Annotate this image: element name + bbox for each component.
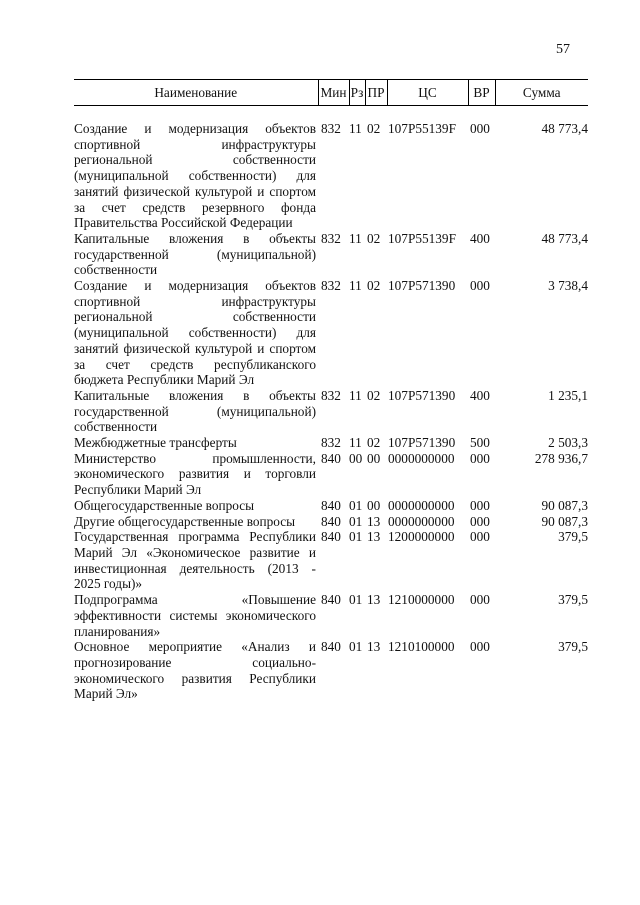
row-sum: 379,5 [558, 529, 588, 545]
row-vr: 000 [470, 278, 490, 294]
row-cs: 107P571390 [388, 387, 456, 403]
row-sum: 2 503,3 [548, 435, 588, 451]
row-vr: 000 [470, 121, 490, 136]
row-min: 840 [321, 450, 341, 466]
row-name: Общегосударственные вопросы [74, 497, 255, 513]
row-cs: 0000000000 [388, 450, 455, 466]
row-name: Создание и модернизация объектов спортивной инфраструктуры региональной собственности (муниципальной собственности) для занятий физической культурой и спортом за счет средств резервного фонда Правительства Российской Федерации [74, 121, 316, 231]
row-vr: 000 [470, 513, 490, 529]
row-rz: 11 [349, 387, 362, 403]
header-name: Наименование [74, 80, 318, 106]
row-name: Другие общегосударственные вопросы [74, 513, 296, 529]
header-pr: ПР [365, 80, 387, 106]
spacer-row [74, 106, 588, 122]
row-cs: 107P571390 [388, 435, 456, 451]
row-min: 832 [321, 435, 341, 451]
row-pr: 13 [367, 529, 381, 545]
row-min: 832 [321, 387, 341, 403]
row-vr: 000 [470, 497, 490, 513]
row-min: 840 [321, 592, 341, 608]
row-rz: 11 [349, 278, 362, 294]
budget-table [74, 79, 588, 702]
row-cs: 0000000000 [388, 497, 455, 513]
table-header [74, 80, 588, 106]
page-number: 57 [556, 42, 570, 57]
header-rz: Рз [349, 80, 365, 106]
header-sum: Сумма [495, 80, 588, 106]
row-name: Государственная программа Республики Марий Эл «Экономическое развитие и инвестиционная деятельность (2013 - 2025 годы)» [74, 529, 316, 592]
header-cs: ЦС [387, 80, 468, 106]
row-vr: 000 [470, 639, 490, 655]
row-sum: 90 087,3 [541, 497, 588, 513]
row-vr: 400 [470, 230, 490, 246]
row-name: Основное мероприятие «Анализ и прогнозирование социально-экономического развития Республики Марий Эл» [74, 639, 316, 702]
row-rz: 01 [349, 592, 363, 608]
row-min: 840 [321, 529, 341, 545]
row-pr: 00 [367, 450, 381, 466]
row-name: Подпрограмма «Повышение эффективности системы экономического планирования» [74, 592, 316, 639]
row-vr: 000 [470, 592, 490, 608]
row-sum: 379,5 [558, 639, 588, 655]
row-min: 840 [321, 497, 341, 513]
row-sum: 48 773,4 [541, 230, 588, 246]
row-min: 832 [321, 121, 341, 136]
row-name: Капитальные вложения в объекты государственной (муниципальной) собственности [74, 230, 316, 278]
row-cs: 107P571390 [388, 278, 456, 294]
row-pr: 02 [367, 278, 381, 294]
row-pr: 13 [367, 513, 381, 529]
row-sum: 90 087,3 [541, 513, 588, 529]
row-pr: 13 [367, 592, 381, 608]
row-pr: 02 [367, 387, 381, 403]
row-cs: 1210100000 [388, 639, 455, 655]
table-row [74, 592, 588, 639]
row-rz: 00 [349, 450, 363, 466]
row-name: Межбюджетные трансферты [74, 435, 237, 451]
table-row [74, 451, 588, 498]
row-sum: 1 235,1 [548, 387, 588, 403]
table-row [74, 514, 588, 530]
row-rz: 11 [349, 230, 362, 246]
row-sum: 278 936,7 [534, 450, 588, 466]
row-rz: 01 [349, 529, 363, 545]
row-cs: 1210000000 [388, 592, 455, 608]
row-rz: 01 [349, 497, 363, 513]
row-rz: 11 [349, 435, 362, 451]
row-rz: 01 [349, 639, 363, 655]
row-name: Министерство промышленности, экономического развития и торговли Республики Марий Эл [74, 450, 316, 498]
row-vr: 500 [470, 435, 490, 451]
header-min: Мин [318, 80, 349, 106]
row-pr: 02 [367, 435, 381, 451]
row-cs: 107P55139F [388, 230, 456, 246]
row-cs: 0000000000 [388, 513, 455, 529]
table-row [74, 639, 588, 702]
row-vr: 000 [470, 450, 490, 466]
row-cs: 1200000000 [388, 529, 455, 545]
row-min: 840 [321, 513, 341, 529]
table-row [74, 231, 588, 278]
row-name: Создание и модернизация объектов спортивной инфраструктуры региональной собственности (муниципальной собственности) для занятий физической культурой и спортом за счет средств республиканского бюджета Республики Марий Эл [74, 278, 316, 388]
row-min: 832 [321, 230, 341, 246]
row-rz: 11 [349, 121, 362, 136]
table-body [74, 106, 588, 703]
table-row [74, 435, 588, 451]
row-rz: 01 [349, 513, 363, 529]
table-row [74, 498, 588, 514]
table-row [74, 278, 588, 388]
row-sum: 48 773,4 [541, 121, 588, 136]
row-vr: 000 [470, 529, 490, 545]
header-vr: ВР [468, 80, 495, 106]
row-sum: 3 738,4 [548, 278, 588, 294]
row-cs: 107P55139F [388, 121, 456, 136]
row-pr: 02 [367, 121, 381, 136]
row-vr: 400 [470, 387, 490, 403]
table-row [74, 121, 588, 231]
row-min: 840 [321, 639, 341, 655]
row-name: Капитальные вложения в объекты государственной (муниципальной) собственности [74, 387, 316, 435]
table-row [74, 529, 588, 592]
row-pr: 02 [367, 230, 381, 246]
row-pr: 00 [367, 497, 381, 513]
row-pr: 13 [367, 639, 381, 655]
row-min: 832 [321, 278, 341, 294]
table-row [74, 388, 588, 435]
row-sum: 379,5 [558, 592, 588, 608]
